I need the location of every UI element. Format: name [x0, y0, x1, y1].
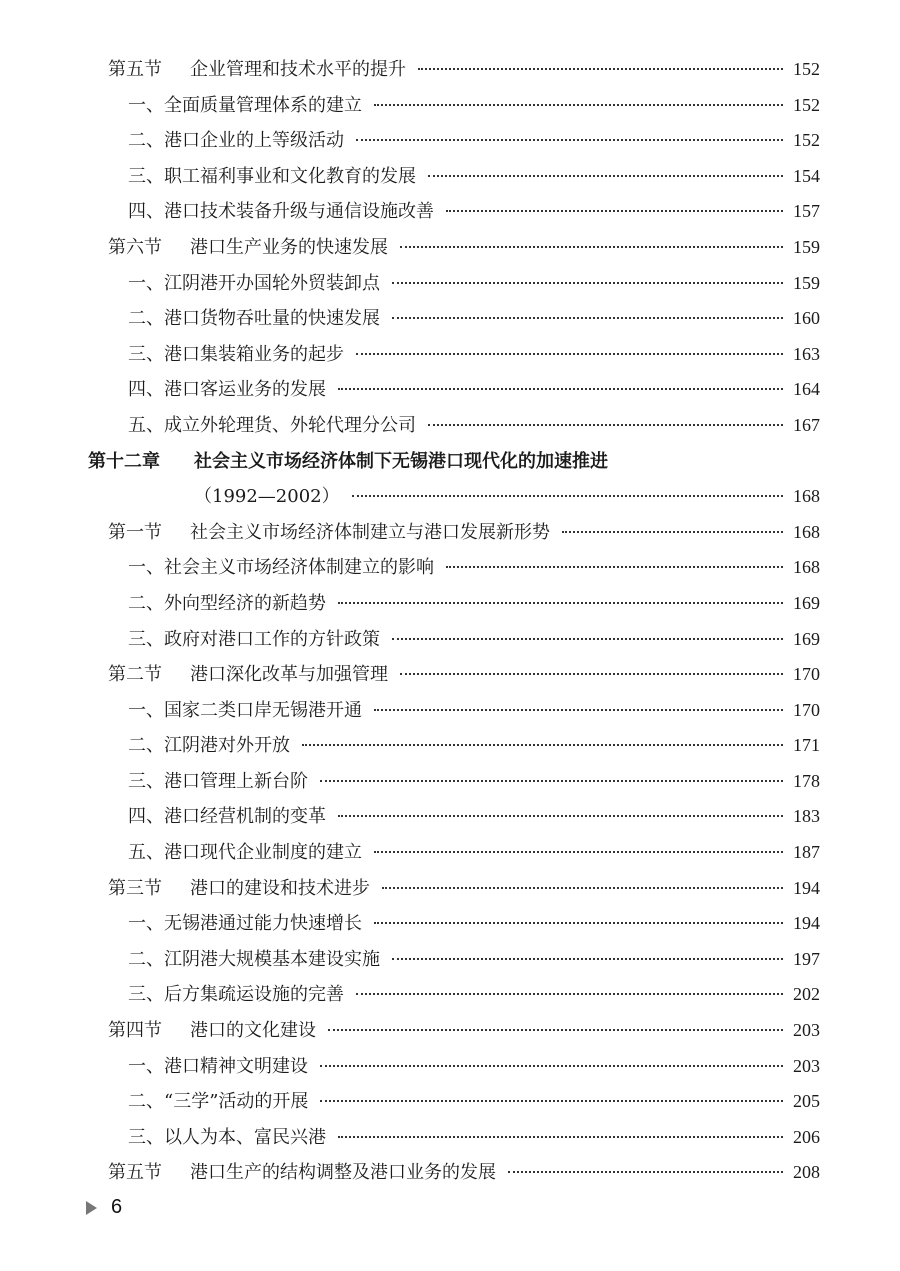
toc-entry-page: 202: [793, 984, 820, 1005]
dot-leader: [338, 602, 783, 604]
dot-leader: [356, 139, 783, 141]
dot-leader: [302, 744, 783, 746]
toc-entry-label: [128, 835, 362, 871]
toc-entry-label: [128, 622, 380, 658]
toc-entry-label: [128, 408, 416, 444]
dot-leader: [320, 1065, 783, 1067]
toc-entry-item[interactable]: [88, 622, 820, 658]
toc-entry-section[interactable]: [88, 657, 820, 693]
toc-entry-item[interactable]: [88, 1084, 820, 1120]
toc-entry-page: 183: [793, 806, 820, 827]
toc-entry-title: 港口生产的结构调整及港口业务的发展: [190, 1162, 496, 1184]
toc-entry-title: 港口深化改革与加强管理: [190, 664, 388, 686]
toc-entry-cont[interactable]: [88, 479, 820, 515]
toc-entry-page: 203: [793, 1020, 820, 1041]
toc-entry-page: 197: [793, 948, 820, 969]
toc-entry-section[interactable]: [88, 1155, 820, 1191]
toc-entry-title: 三、以人为本、富民兴港: [128, 1126, 326, 1148]
toc-entry-title: 二、港口企业的上等级活动: [128, 130, 344, 152]
toc-entry-title: 港口生产业务的快速发展: [190, 236, 388, 258]
toc-entry-title: 二、“三学”活动的开展: [128, 1091, 309, 1113]
toc-entry-page: 152: [793, 130, 820, 151]
toc-entry-page: 169: [793, 592, 820, 613]
toc-entry-label: [128, 1084, 308, 1120]
dot-leader: [328, 1029, 783, 1031]
toc-entry-page: 154: [793, 165, 820, 186]
toc-entry-title: 二、江阴港对外开放: [128, 735, 290, 757]
toc-entry-page: 168: [793, 557, 820, 578]
toc-entry-title: 一、无锡港通过能力快速增长: [128, 913, 362, 935]
toc-entry-item[interactable]: [88, 1049, 820, 1085]
toc-entry-item[interactable]: [88, 408, 820, 444]
dot-leader: [428, 424, 783, 426]
toc-entry-label: [128, 301, 380, 337]
toc-entry-title: （1992—2002）: [194, 486, 340, 508]
dot-leader: [338, 1136, 783, 1138]
dot-leader: [400, 246, 783, 248]
toc-entry-page: 208: [793, 1162, 820, 1183]
dot-leader: [562, 531, 783, 533]
toc-entry-label: [128, 88, 362, 124]
toc-entry-title: 二、江阴港大规模基本建设实施: [128, 948, 380, 970]
toc-entry-title: 一、社会主义市场经济体制建立的影响: [128, 557, 434, 579]
toc-entry-item[interactable]: [88, 728, 820, 764]
toc-entry-page: 164: [793, 379, 820, 400]
toc-entry-item[interactable]: [88, 906, 820, 942]
toc-entry-title: 企业管理和技术水平的提升: [190, 59, 406, 80]
toc-entry-page: 159: [793, 236, 820, 257]
dot-leader: [392, 638, 783, 640]
toc-entry-label: [128, 550, 434, 586]
toc-entry-label: [108, 230, 388, 266]
page-number: 6: [111, 1196, 123, 1218]
toc-entry-number: 第一节: [108, 521, 162, 543]
toc-entry-chapter[interactable]: [88, 444, 820, 480]
toc-entry-label: [108, 1013, 316, 1049]
dot-leader: [338, 388, 783, 390]
dot-leader: [352, 495, 783, 497]
toc-entry-item[interactable]: [88, 88, 820, 124]
toc-entry-label: [128, 1120, 326, 1156]
dot-leader: [446, 210, 783, 212]
toc-entry-title: 三、后方集疏运设施的完善: [128, 984, 344, 1006]
toc-entry-page: 205: [793, 1091, 820, 1112]
toc-entry-label: [128, 266, 380, 302]
toc-entry-number: 第十二章: [88, 450, 160, 472]
dot-leader: [338, 815, 783, 817]
toc-entry-page: 159: [793, 272, 820, 293]
toc-entry-number: 第五节: [108, 1162, 162, 1184]
toc-entry-label: [108, 871, 370, 907]
toc-entry-page: 152: [793, 59, 820, 79]
toc-entry-label: [128, 906, 362, 942]
toc-entry-page: 170: [793, 664, 820, 685]
toc-entry-item[interactable]: [88, 337, 820, 373]
toc-entry-title: 四、港口客运业务的发展: [128, 379, 326, 401]
dot-leader: [374, 922, 783, 924]
toc-entry-page: 163: [793, 343, 820, 364]
toc-entry-title: 三、职工福利事业和文化教育的发展: [128, 165, 416, 187]
toc-entry-page: 206: [793, 1126, 820, 1147]
dot-leader: [446, 566, 783, 568]
toc-entry-number: 第四节: [108, 1020, 162, 1042]
dot-leader: [374, 851, 783, 853]
toc-entry-section[interactable]: [88, 230, 820, 266]
toc-entry-item[interactable]: [88, 764, 820, 800]
toc-entry-page: 194: [793, 913, 820, 934]
toc-entry-page: 203: [793, 1055, 820, 1076]
toc-entry-page: 152: [793, 94, 820, 115]
toc-entry-item[interactable]: [88, 586, 820, 622]
dot-leader: [392, 958, 783, 960]
toc-entry-label: [128, 1049, 308, 1085]
toc-entry-page: 157: [793, 201, 820, 222]
toc-entry-item[interactable]: [88, 123, 820, 159]
dot-leader: [382, 887, 783, 889]
toc-entry-label: [128, 372, 326, 408]
toc-entry-item[interactable]: [88, 1120, 820, 1156]
toc-entry-title: 三、港口管理上新台阶: [128, 770, 308, 792]
toc-entry-section[interactable]: [88, 1013, 820, 1049]
toc-entry-title: 港口的文化建设: [190, 1020, 316, 1042]
toc-entry-label: [108, 515, 550, 551]
dot-leader: [508, 1171, 783, 1173]
toc-entry-title: 三、港口集装箱业务的起步: [128, 343, 344, 365]
toc-entry-page: 168: [793, 486, 820, 507]
toc-entry-page: 194: [793, 877, 820, 898]
toc-entry-item[interactable]: [88, 159, 820, 195]
toc-entry-page: 171: [793, 735, 820, 756]
toc-entry-section[interactable]: [88, 515, 820, 551]
dot-leader: [428, 175, 783, 177]
toc-entry-page: 169: [793, 628, 820, 649]
dot-leader: [392, 317, 783, 319]
toc-entry-title: 一、港口精神文明建设: [128, 1055, 308, 1077]
toc-entry-label: [128, 693, 362, 729]
toc-entry-title: 社会主义市场经济体制建立与港口发展新形势: [190, 521, 550, 543]
toc-entry-item[interactable]: [88, 799, 820, 835]
toc-entry-label: [128, 764, 308, 800]
dot-leader: [392, 282, 783, 284]
toc-entry-title: 一、全面质量管理体系的建立: [128, 94, 362, 116]
toc-entry-item[interactable]: [88, 301, 820, 337]
toc-entry-title: 四、港口技术装备升级与通信设施改善: [128, 201, 434, 223]
toc-entry-page: 168: [793, 521, 820, 542]
dot-leader: [418, 68, 783, 70]
toc-entry-title: 港口的建设和技术进步: [190, 877, 370, 899]
toc-entry-page: 167: [793, 414, 820, 435]
toc-entry-label: [128, 337, 344, 373]
toc-entry-item[interactable]: [88, 693, 820, 729]
toc-entry-item[interactable]: [88, 194, 820, 230]
toc-entry-number: 第六节: [108, 236, 162, 258]
toc-entry-title: 五、成立外轮理货、外轮代理分公司: [128, 414, 416, 436]
toc-entry-title: 二、港口货物吞吐量的快速发展: [128, 308, 380, 330]
toc-entry-item[interactable]: [88, 266, 820, 302]
toc-entry-number: 第二节: [108, 664, 162, 686]
toc-entry-label: [108, 1155, 496, 1191]
toc-entry-title: 四、港口经营机制的变革: [128, 806, 326, 828]
toc-entry-number: 第五节: [108, 59, 162, 80]
toc-entry-item[interactable]: [88, 977, 820, 1013]
toc-entry-number: 第三节: [108, 877, 162, 899]
table-of-contents: [88, 52, 820, 1191]
toc-entry-item[interactable]: [88, 942, 820, 978]
dot-leader: [320, 1100, 783, 1102]
toc-entry-label: [108, 657, 388, 693]
toc-entry-label: [128, 123, 344, 159]
toc-entry-label: [128, 799, 326, 835]
toc-entry-section[interactable]: [88, 871, 820, 907]
dot-leader: [356, 993, 783, 995]
dot-leader: [374, 104, 783, 106]
triangle-marker-icon: [86, 1201, 97, 1215]
toc-entry-label: [108, 52, 406, 88]
toc-entry-page: 178: [793, 770, 820, 791]
toc-entry-section[interactable]: [88, 52, 820, 88]
page-footer: [86, 1196, 122, 1219]
dot-leader: [374, 709, 783, 711]
toc-entry-item[interactable]: [88, 372, 820, 408]
dot-leader: [320, 780, 783, 782]
toc-entry-title: 社会主义市场经济体制下无锡港口现代化的加速推进: [194, 450, 608, 472]
toc-entry-title: 二、外向型经济的新趋势: [128, 592, 326, 614]
toc-entry-page: 160: [793, 308, 820, 329]
toc-entry-title: 一、国家二类口岸无锡港开通: [128, 699, 362, 721]
toc-entry-label: [128, 977, 344, 1013]
toc-entry-title: 一、江阴港开办国轮外贸装卸点: [128, 272, 380, 294]
dot-leader: [400, 673, 783, 675]
toc-entry-label: [128, 159, 416, 195]
toc-entry-label: [194, 479, 340, 515]
toc-entry-page: 187: [793, 842, 820, 863]
toc-entry-label: [128, 586, 326, 622]
toc-entry-item[interactable]: [88, 835, 820, 871]
toc-entry-title: 五、港口现代企业制度的建立: [128, 842, 362, 864]
toc-entry-label: [128, 194, 434, 230]
toc-entry-title: 三、政府对港口工作的方针政策: [128, 628, 380, 650]
toc-entry-label: [88, 444, 608, 480]
toc-entry-page: 170: [793, 699, 820, 720]
toc-entry-label: [128, 728, 290, 764]
toc-entry-item[interactable]: [88, 550, 820, 586]
toc-entry-label: [128, 942, 380, 978]
dot-leader: [356, 353, 783, 355]
